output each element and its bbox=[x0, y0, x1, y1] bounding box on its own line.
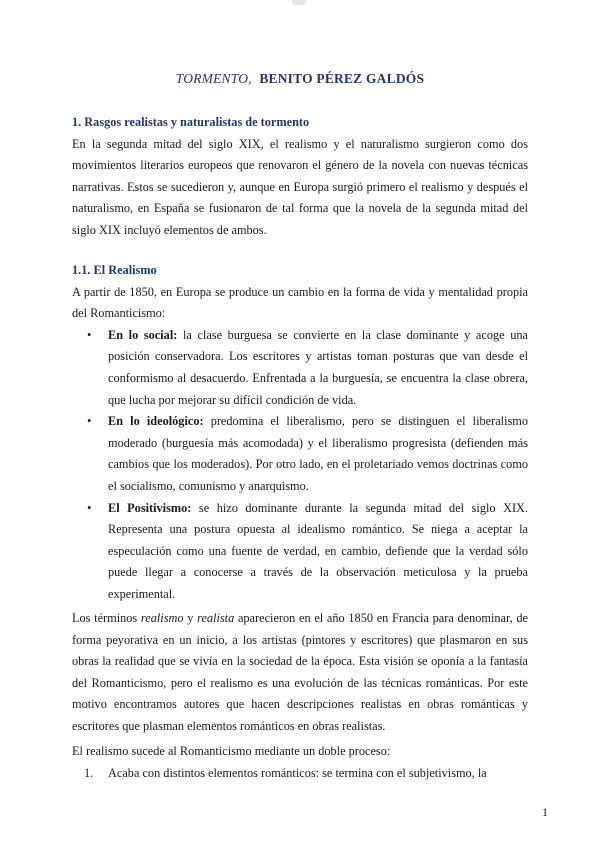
bullet-marker: • bbox=[87, 327, 92, 342]
page-number: 1 bbox=[542, 805, 548, 819]
terms-text-2: y bbox=[183, 611, 198, 625]
list-number: 1. bbox=[84, 765, 94, 780]
list-item bbox=[72, 498, 528, 606]
list-item bbox=[72, 411, 528, 497]
list-item-text: Acaba con distintos elementos románticos: se termina con el subjetivismo, la bbox=[108, 765, 487, 780]
title-work: TORMENTO, bbox=[175, 71, 252, 86]
terms-paragraph bbox=[72, 608, 528, 738]
process-section bbox=[72, 741, 528, 784]
terms-text-1: Los términos bbox=[72, 611, 141, 625]
section-1-heading: 1. Rasgos realistas y naturalistas de tormento bbox=[72, 115, 310, 129]
terms-text-3: aparecieron en el año 1850 en Francia para denominar, de forma peyorativa en un inicio, a los artistas (pintores y escritores) que plasmaron en sus obras la realidad que se vivía en la sociedad de la época. Esta visión se oponía a la fantasía del Romanticismo, pero el realismo es una evolución de las técnicas románticas. Por este motivo encontramos autores que hacen descripciones realistas en obras románticas y escritores que plasman elementos románticos en obras realistas. bbox=[72, 611, 528, 733]
section-1-1-intro: A partir de 1850, en Europa se produce un cambio en la forma de vida y mentalidad propia del Romanticismo: bbox=[72, 284, 528, 321]
top-page-mark bbox=[292, 0, 306, 5]
bullet-text: se hizo dominante durante la segunda mitad del siglo XIX. Representa una postura opuesta al idealismo romántico. Se niega a aceptar la especulación como una fuente de verdad, en cambio, defiende que la verdad sólo puede llegar a conocerse a través de la observación meticulosa y la prueba experimental. bbox=[108, 500, 528, 601]
document-title bbox=[0, 71, 600, 87]
bullet-marker: • bbox=[87, 414, 92, 429]
bullet-label: El Positivismo: bbox=[108, 500, 192, 515]
title-author: BENITO PÉREZ GALDÓS bbox=[259, 71, 425, 86]
section-1-1 bbox=[72, 260, 528, 606]
list-item bbox=[72, 763, 528, 785]
list-item bbox=[72, 325, 528, 411]
terms-section bbox=[72, 608, 528, 738]
section-1-paragraph: En la segunda mitad del siglo XIX, el realismo y el naturalismo surgieron como dos movimientos literarios europeos que renovaron el género de la novela con nuevas técnicas narrativas. Estos se sucedieron y, aunque en Europa surgió primero el realismo y después el naturalismo, en España se fusionaron de tal forma que la novela de la segunda mitad del siglo XIX incluyó elementos de ambos. bbox=[72, 136, 528, 237]
process-intro: El realismo sucede al Romanticismo mediante un doble proceso: bbox=[72, 744, 391, 758]
section-1 bbox=[72, 112, 528, 242]
section-1-1-heading: 1.1. El Realismo bbox=[72, 263, 157, 277]
bullet-marker: • bbox=[87, 500, 92, 515]
bullet-text: predomina el liberalismo, pero se distinguen el liberalismo moderado (burguesía más acomodada) y el liberalismo progresista (defienden más cambios que los moderados). Por otro lado, en el proletariado vemos doctrinas como el socialismo, comunismo y anarquismo. bbox=[108, 414, 528, 493]
process-list bbox=[72, 763, 528, 785]
bullet-text: la clase burguesa se convierte en la clase dominante y acoge una posición conservadora. Los escritores y artistas toman posturas que van desde el conformismo al desacuerdo. Enfrentada a la burguesía, se encuentra la clase obrera, que lucha por mejorar su difícil condición de vida. bbox=[108, 327, 528, 407]
term-realismo: realismo bbox=[140, 611, 184, 625]
bullet-label: En lo social: bbox=[108, 327, 178, 342]
term-realista: realista bbox=[197, 611, 235, 625]
bullet-list bbox=[72, 325, 528, 606]
bullet-label: En lo ideológico: bbox=[108, 414, 204, 429]
